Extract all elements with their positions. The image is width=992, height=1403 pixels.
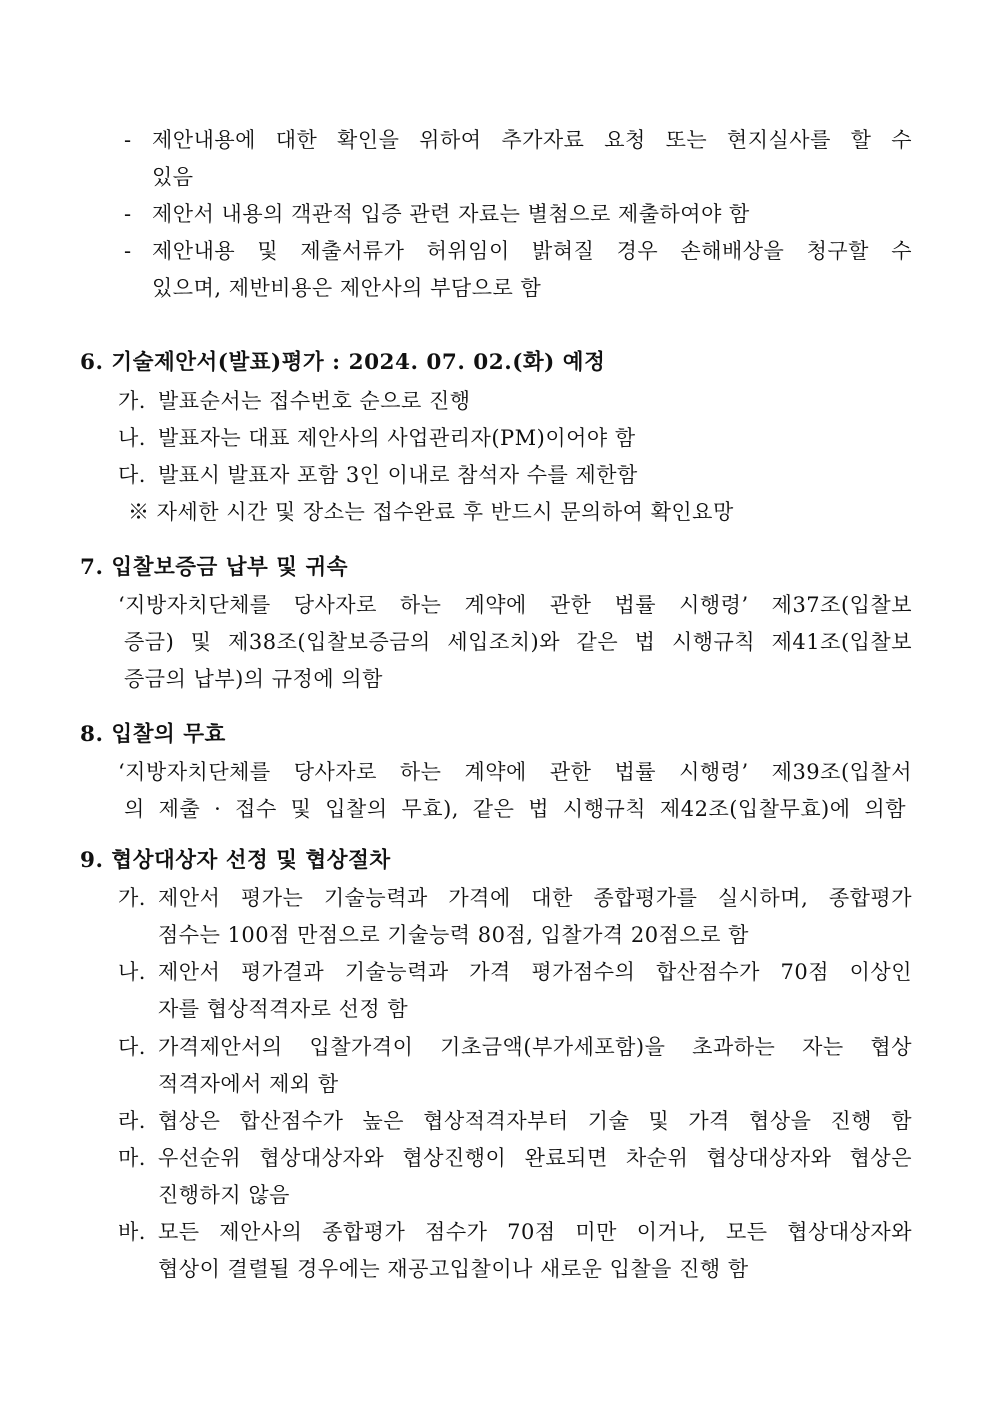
section-9-item-line: 진행하지 않음 xyxy=(158,1183,290,1207)
section-9-item-line: 가격제안서의 입찰가격이 기초금액(부가세포함)을 초과하는 자는 협상 xyxy=(158,1035,912,1059)
bullet-dash: - xyxy=(124,239,132,263)
intro-item-3-line-1: 제안내용 및 제출서류가 허위임이 밝혀질 경우 손해배상을 청구할 수 xyxy=(152,239,912,263)
section-6-item-text: 발표자는 대표 제안사의 사업관리자(PM)이어야 함 xyxy=(158,426,636,450)
section-9-item-line: 협상은 합산점수가 높은 협상적격자부터 기술 및 가격 협상을 진행 함 xyxy=(158,1109,912,1133)
section-9-item-line: 우선순위 협상대상자와 협상진행이 완료되면 차순위 협상대상자와 협상은 xyxy=(158,1146,912,1170)
section-7-title: 7. 입찰보증금 납부 및 귀속 xyxy=(80,555,349,580)
section-9-item-line: 제안서 평가는 기술능력과 가격에 대한 종합평가를 실시하며, 종합평가 xyxy=(158,886,912,910)
bullet-dash: - xyxy=(124,202,132,226)
intro-item-3-line-2: 있으며, 제반비용은 제안사의 부담으로 함 xyxy=(152,276,542,300)
section-6-item-label: 나. xyxy=(118,426,146,450)
section-9-item-line: 협상이 결렬될 경우에는 재공고입찰이나 새로운 입찰을 진행 함 xyxy=(158,1257,749,1281)
section-8-line-1: ‘지방자치단체를 당사자로 하는 계약에 관한 법률 시행령’ 제39조(입찰서 xyxy=(118,760,912,784)
section-6-item-text: 발표시 발표자 포함 3인 이내로 참석자 수를 제한함 xyxy=(158,463,638,487)
section-6-item-label: 가. xyxy=(118,389,146,413)
section-6-item-text: 발표순서는 접수번호 순으로 진행 xyxy=(158,389,471,413)
section-7-line-3: 증금의 납부)의 규정에 의함 xyxy=(124,667,383,691)
section-9-item-line: 모든 제안사의 종합평가 점수가 70점 미만 이거나, 모든 협상대상자와 xyxy=(158,1220,912,1244)
section-9-item-label: 마. xyxy=(118,1146,146,1170)
intro-item-1-line-2: 있음 xyxy=(152,165,194,189)
section-9-item-line: 적격자에서 제외 함 xyxy=(158,1072,339,1096)
section-6-item-label: 다. xyxy=(118,463,146,487)
section-9-item-label: 다. xyxy=(118,1035,146,1059)
section-8-line-2: 의 제출 · 접수 및 입찰의 무효), 같은 법 시행규칙 제42조(입찰무효)에 의함 xyxy=(124,797,906,821)
section-9-item-label: 바. xyxy=(118,1220,146,1244)
section-9-item-line: 점수는 100점 만점으로 기술능력 80점, 입찰가격 20점으로 함 xyxy=(158,923,749,947)
intro-item-2: 제안서 내용의 객관적 입증 관련 자료는 별첨으로 제출하여야 함 xyxy=(152,202,750,226)
section-9-item-label: 라. xyxy=(118,1109,146,1133)
section-9-title: 9. 협상대상자 선정 및 협상절차 xyxy=(80,848,391,873)
section-9-item-line: 제안서 평가결과 기술능력과 가격 평가점수의 합산점수가 70점 이상인 xyxy=(158,960,912,984)
section-7-line-1: ‘지방자치단체를 당사자로 하는 계약에 관한 법률 시행령’ 제37조(입찰보 xyxy=(118,593,912,617)
section-9-item-line: 자를 협상적격자로 선정 함 xyxy=(158,997,409,1021)
intro-item-1-line-1: 제안내용에 대한 확인을 위하여 추가자료 요청 또는 현지실사를 할 수 xyxy=(152,128,912,152)
section-8-title: 8. 입찰의 무효 xyxy=(80,722,226,747)
section-6-note: ※ 자세한 시간 및 장소는 접수완료 후 반드시 문의하여 확인요망 xyxy=(128,500,734,524)
section-6-title: 6. 기술제안서(발표)평가 : 2024. 07. 02.(화) 예정 xyxy=(80,350,606,375)
section-9-item-label: 가. xyxy=(118,886,146,910)
section-7-line-2: 증금) 및 제38조(입찰보증금의 세입조치)와 같은 법 시행규칙 제41조(입찰보 xyxy=(124,630,912,654)
section-9-item-label: 나. xyxy=(118,960,146,984)
bullet-dash: - xyxy=(124,128,132,152)
